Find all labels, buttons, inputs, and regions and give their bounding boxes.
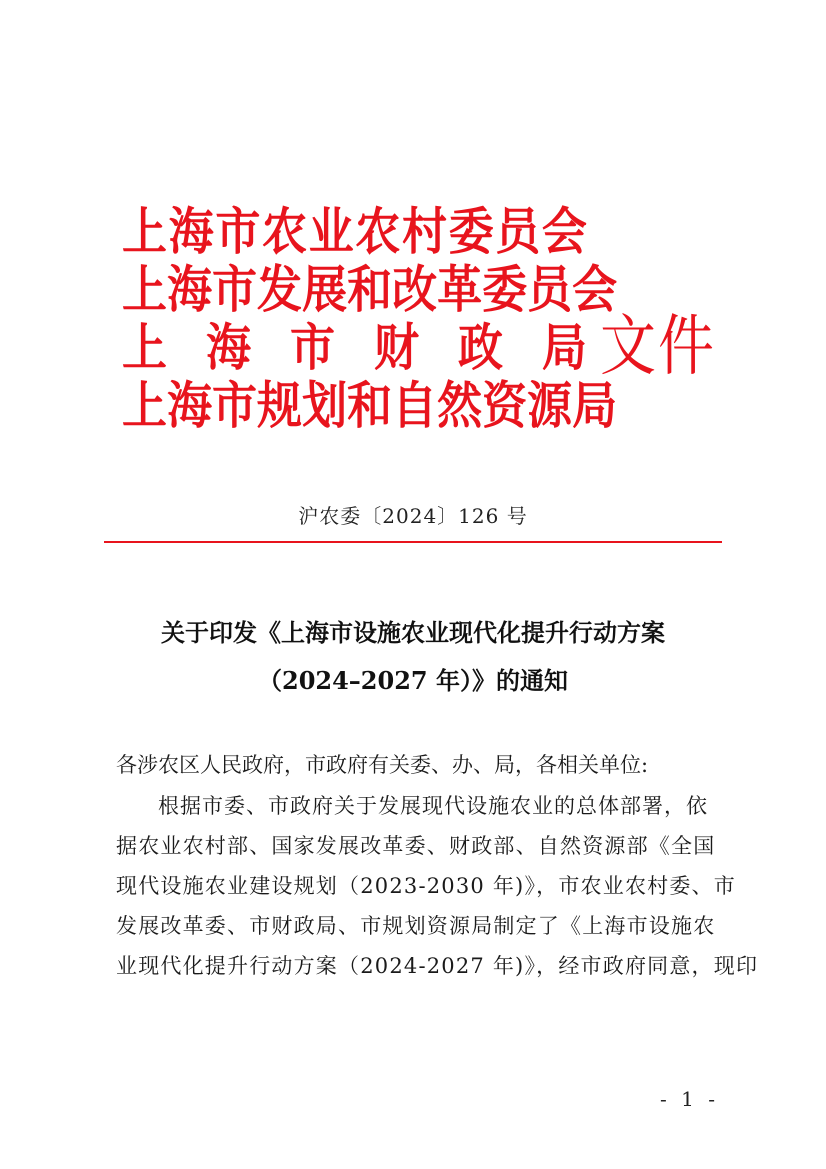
issuer-char: 源 [527,375,573,436]
issuer-char: 资 [482,375,528,436]
issuer-char: 规 [257,375,303,436]
issuer-char: 海 [167,375,213,436]
issuer-char: 上 [122,317,168,378]
issuer-line [122,203,587,261]
document-type-label: 文件 [600,308,716,385]
document-number: 沪农委〔2024〕126 号 [298,504,528,528]
notice-title-line-1: 关于印发《上海市设施农业现代化提升行动方案 [161,618,665,647]
issuer-char: 上 [122,375,168,436]
issuer-char: 和 [347,259,393,320]
issuer-char: 局 [541,317,587,378]
issuer-char: 市 [212,375,258,436]
issuer-char: 农 [261,201,307,262]
issuer-char: 划 [302,375,348,436]
issuer-char: 自 [392,375,438,436]
issuer-char: 革 [437,259,483,320]
issuer-char: 展 [302,259,348,320]
issuer-char: 上 [122,201,168,262]
issuer-char: 委 [448,201,494,262]
paragraph-line: 业现代化提升行动方案（2024-2027 年)》，经市政府同意，现印 [116,954,759,978]
paragraph-line: 现代设施农业建设规划（2023-2030 年)》，市农业农村委、市 [116,874,736,898]
issuer-char: 发 [257,259,303,320]
paragraph-line: 发展改革委、市财政局、市规划资源局制定了《上海市设施农 [116,914,716,938]
issuer-char: 市 [289,317,335,378]
salutation: 各涉农区人民政府，市政府有关委、办、局，各相关单位: [116,753,649,777]
issuer-char: 海 [205,317,251,378]
issuer-char: 局 [572,375,618,436]
issuer-char: 委 [482,259,528,320]
issuer-char: 农 [355,201,401,262]
issuer-char: 海 [168,201,214,262]
issuer-char: 然 [437,375,483,436]
issuer-line [122,259,618,320]
issuer-char: 海 [167,259,213,320]
paragraph-line: 根据市委、市政府关于发展现代设施农业的总体部署，依 [158,794,708,818]
issuer-char: 村 [401,201,447,262]
issuer-char: 和 [347,375,393,436]
red-divider-line [104,541,722,543]
issuer-char: 员 [495,201,541,262]
page-number: - 1 - [660,1087,719,1111]
issuer-line [122,319,587,377]
issuer-char: 市 [212,259,258,320]
issuer-char: 改 [392,259,438,320]
issuer-char: 财 [373,317,419,378]
issuer-char: 上 [122,259,168,320]
issuer-char: 政 [457,317,503,378]
issuer-char: 会 [572,259,618,320]
issuer-char: 业 [308,201,354,262]
issuer-line [122,375,618,436]
issuer-char: 会 [541,201,587,262]
issuer-char: 市 [215,201,261,262]
paragraph-line: 据农业农村部、国家发展改革委、财政部、自然资源部《全国 [116,834,716,858]
body-paragraph [116,786,759,986]
issuing-authorities [122,201,618,436]
issuer-char: 员 [527,259,573,320]
notice-title-line-2: （2024–2027 年）》的通知 [258,666,568,695]
